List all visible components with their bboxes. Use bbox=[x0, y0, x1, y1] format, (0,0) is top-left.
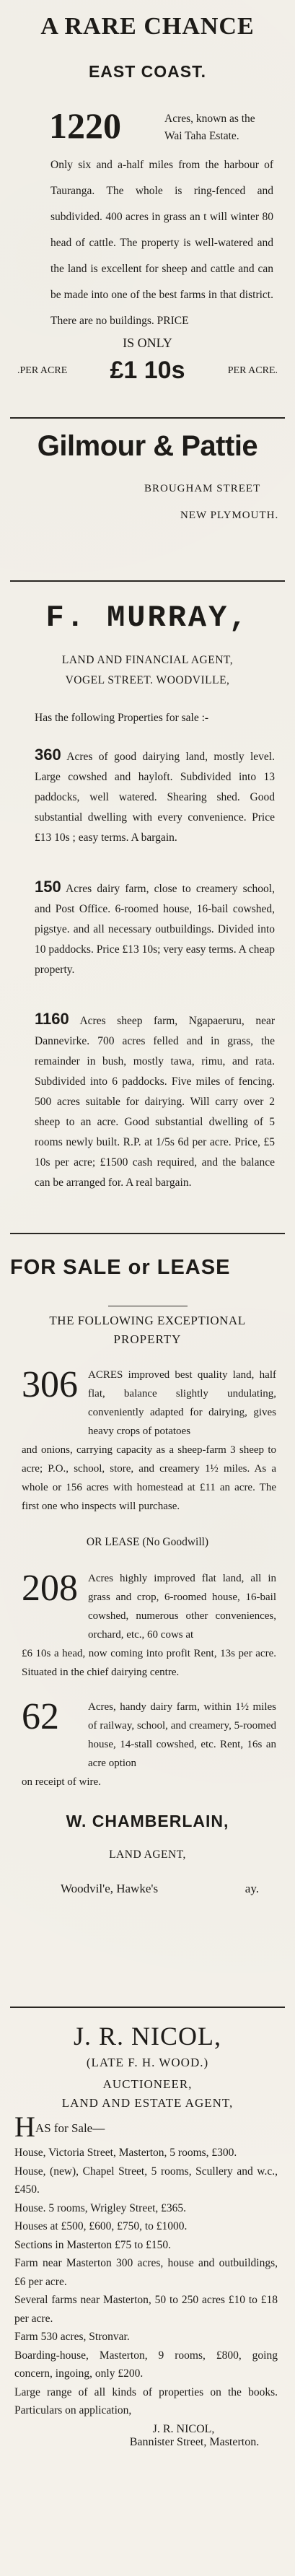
agent-subtitle: LAND AND ESTATE AGENT, bbox=[61, 2096, 234, 2110]
ad-for-sale-or-lease bbox=[7, 1234, 288, 2007]
town: NEW PLYMOUTH. bbox=[180, 510, 279, 521]
listing-items bbox=[7, 2141, 288, 2420]
signature-name: J. R. NICOL, bbox=[152, 2422, 215, 2435]
agent-name: F. MURRAY, bbox=[45, 601, 250, 635]
list-item: House. 5 rooms, Wrigley Street, £365. bbox=[14, 2201, 187, 2214]
property-acres: 1160 bbox=[35, 1010, 69, 1028]
acres-text-line1: Acres, known as the bbox=[164, 113, 255, 125]
acres-row bbox=[7, 105, 288, 146]
property-text-continued: on receipt of wire. bbox=[22, 1776, 101, 1788]
ad-heading: FOR SALE or LEASE bbox=[10, 1256, 231, 1279]
property-listing bbox=[7, 1569, 288, 1644]
acres-text bbox=[164, 108, 255, 145]
property-acres: 208 bbox=[22, 1568, 78, 1609]
ad-heading: A RARE CHANCE bbox=[40, 13, 255, 40]
drop-cap: H bbox=[14, 2110, 35, 2143]
property-text: Acres, handy dairy farm, within 1½ miles of railway, school, and creamery, 5-roomed house, 14-stall cowshed, etc. Rent, 16s an acre option bbox=[88, 1701, 276, 1769]
acres-text-line2: Wai Taha Estate. bbox=[164, 130, 239, 142]
list-item: House, Victoria Street, Masterton, 5 rooms, £300. bbox=[14, 2147, 237, 2159]
ad-rare-chance bbox=[7, 0, 288, 417]
property-acres: 360 bbox=[35, 746, 61, 764]
agent-town-right: ay. bbox=[245, 1882, 259, 1895]
property-acres: 150 bbox=[35, 878, 61, 896]
for-sale-label bbox=[7, 2110, 288, 2143]
ad-f-murray bbox=[7, 582, 288, 1233]
agent-town bbox=[7, 1882, 288, 1896]
agent-town-left: Woodvil'e, Hawke's bbox=[61, 1882, 159, 1895]
property-text-continued: and onions, carrying capacity as a sheep-farm 3 sheep to acre; P.O., school, store, and creamery 1½ miles. As a whole or 156 acres with homestead at £11 an acre. The first one who inspects will purchase. bbox=[22, 1444, 276, 1512]
agent-name: W. CHAMBERLAIN, bbox=[66, 1812, 229, 1830]
property-listing bbox=[7, 745, 288, 848]
property-listing bbox=[7, 1698, 288, 1773]
property-text: Acres dairy farm, close to creamery school, and Post Office. 6-roomed house, 16-bail cowshed, pigstye. and all necessary outbuildings. Divided into 10 paddocks. Price £13 10s; very easy terms. A cheap property. bbox=[35, 883, 275, 976]
acres-number: 1220 bbox=[49, 105, 121, 146]
property-listing bbox=[7, 1009, 288, 1193]
ad-body: Only six and a-half miles from the harbour of Tauranga. The whole is ring-fenced and subdivided. 400 acres in grass an t will winter 80 head of cattle. The property is well-watered and the land is excellent for sheep and cattle and can be made into one of the best farms in that district. There are no buildings. PRICE bbox=[50, 159, 273, 327]
property-listing bbox=[7, 877, 288, 980]
property-text: Acres of good dairying land, mostly level. Large cowshed and hayloft. Subdivided into 13 paddocks, well watered. Shearing shed. Good substantial dwelling with every convenience. Price £13 10s ; easy terms. A bargain. bbox=[35, 751, 275, 844]
list-item: Boarding-house, Masterton, 9 rooms, £800, going concern, ingoing, only £200. bbox=[14, 2349, 278, 2380]
list-item: House, (new), Chapel Street, 5 rooms, Scullery and w.c., £450. bbox=[14, 2165, 278, 2196]
property-acres: 306 bbox=[22, 1364, 78, 1405]
agent-title: AUCTIONEER, bbox=[102, 2077, 193, 2091]
following-label: THE FOLLOWING EXCEPTIONAL bbox=[49, 1314, 246, 1327]
price: £1 10s bbox=[110, 357, 185, 384]
list-item: Sections in Masterton £75 to £150. bbox=[14, 2238, 171, 2251]
list-item: Farm 530 acres, Stronvar. bbox=[14, 2331, 130, 2343]
is-only-label: IS ONLY bbox=[123, 336, 172, 350]
or-lease-label: OR LEASE (No Goodwill) bbox=[86, 1536, 209, 1548]
agent-title: LAND AND FINANCIAL AGENT, bbox=[61, 654, 234, 666]
list-item: Farm near Masterton 300 acres, house and outbuildings, £6 per acre. bbox=[14, 2257, 278, 2288]
ad-gilmour-pattie bbox=[7, 419, 288, 580]
ad-j-r-nicol bbox=[7, 2008, 288, 2557]
agent-address: VOGEL STREET. WOODVILLE, bbox=[65, 674, 230, 686]
agent-title: LAND AGENT, bbox=[109, 1848, 186, 1861]
street: BROUGHAM STREET bbox=[144, 483, 261, 494]
per-acre-right: PER ACRE. bbox=[227, 364, 278, 376]
intro-text: Has the following Properties for sale :- bbox=[35, 712, 209, 724]
property-label: PROPERTY bbox=[113, 1332, 182, 1346]
list-item: Houses at £500, £600, £750, to £1000. bbox=[14, 2220, 188, 2232]
list-item: Large range of all kinds of properties on the books. Particulars on application, bbox=[14, 2385, 278, 2416]
property-text: Acres sheep farm, Ngapaeruru, near Dannevirke. 700 acres felled and in grass, the remainder in bush, mostly tawa, rimu, and rata. Subdivided into 6 paddocks. Five miles of fencing. 500 acres suitable for dairying. Will carry over 2 sheep to an acre. Good substantial dwelling of 5 rooms newly built. R.P. at 1/5s 6d per acre. Price, £5 10s per acre; £1500 cash required, and the balance can be arranged for. A real bargain. bbox=[35, 1015, 275, 1189]
property-acres: 62 bbox=[22, 1696, 59, 1737]
ad-subheading: EAST COAST. bbox=[88, 62, 207, 81]
per-acre-left: .PER ACRE bbox=[17, 364, 68, 376]
price-row bbox=[7, 357, 288, 385]
property-text: ACRES improved best quality land, half flat, balance slightly undulating, conveniently adapted for dairying, gives heavy crops of potatoes bbox=[88, 1369, 276, 1437]
property-text-continued: £6 10s a head, now coming into profit Rent, 13s per acre. Situated in the chief dairying centre. bbox=[22, 1648, 276, 1678]
firm-name: Gilmour & Pattie bbox=[37, 430, 258, 462]
signature-address: Bannister Street, Masterton. bbox=[129, 2435, 260, 2448]
list-item: Several farms near Masterton, 50 to 250 acres £10 to £18 per acre. bbox=[14, 2294, 278, 2325]
for-sale-text: AS for Sale— bbox=[35, 2121, 105, 2135]
agent-former: (LATE F. H. WOOD.) bbox=[86, 2056, 209, 2069]
agent-name: J. R. NICOL, bbox=[73, 2022, 221, 2051]
property-listing bbox=[7, 1366, 288, 1441]
property-text: Acres highly improved flat land, all in grass and crop, 6-roomed house, 16-bail cowshed, numerous other conveniences, orchard, etc., 60 cows at bbox=[88, 1573, 276, 1641]
